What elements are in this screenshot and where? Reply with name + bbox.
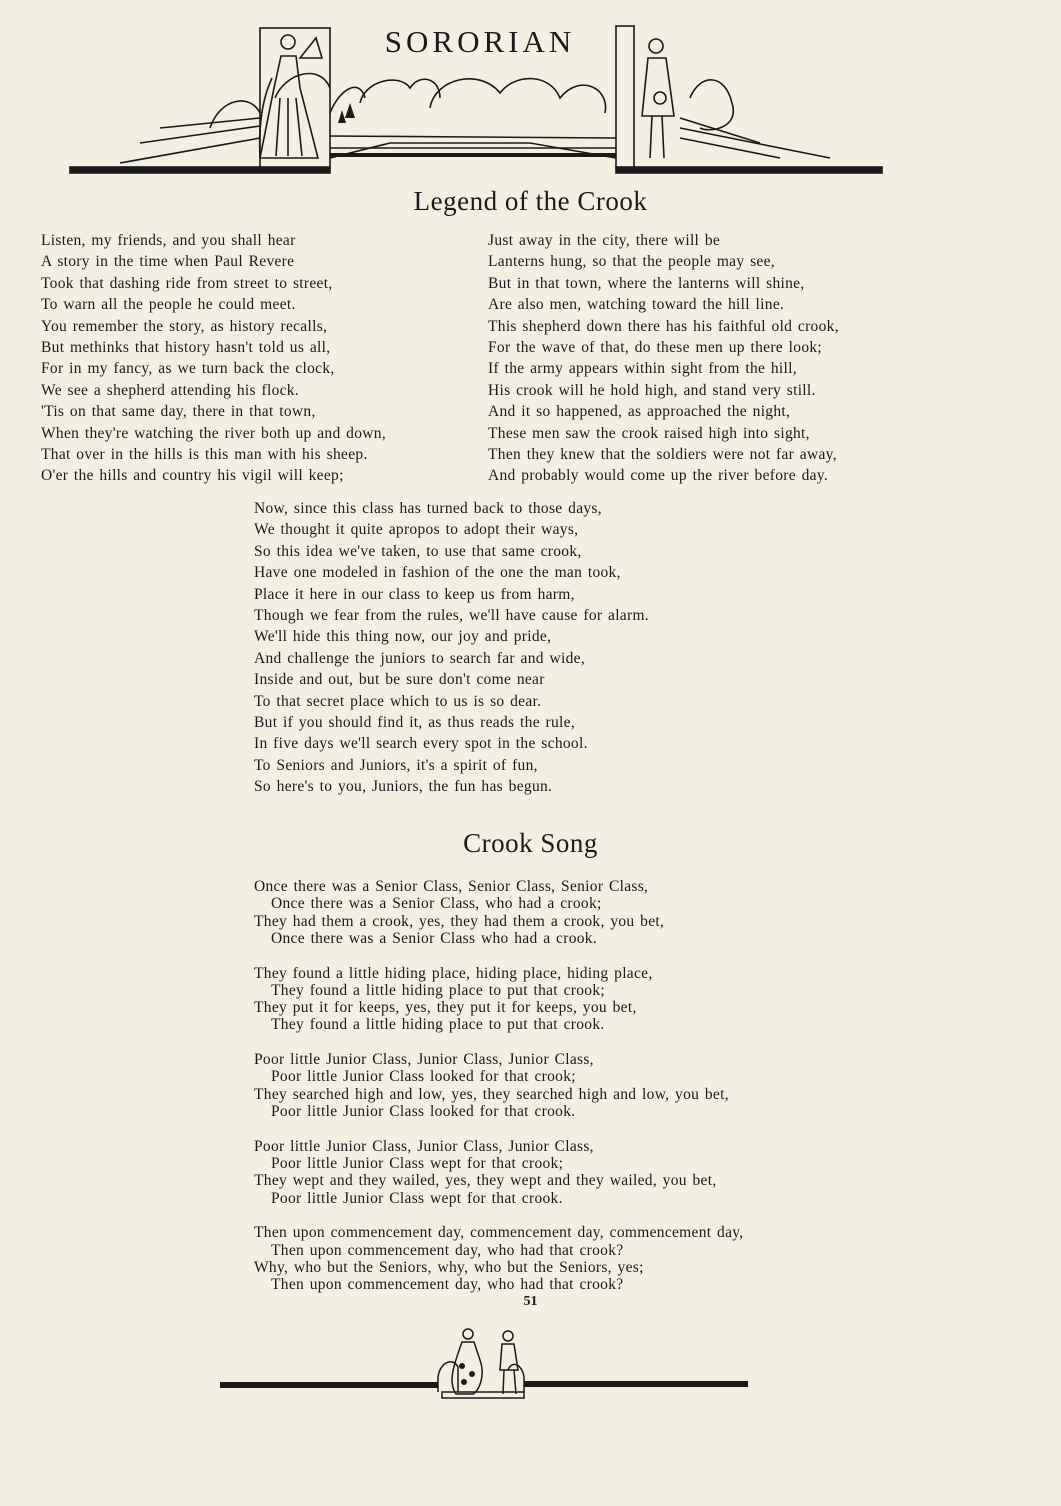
song-line: They searched high and low, yes, they searched high and low, you bet, <box>254 1085 729 1103</box>
poem-line: We'll hide this thing now, our joy and pride, <box>254 628 552 646</box>
poem-line: That over in the hills is this man with his sheep. <box>41 446 368 464</box>
poem-line: And probably would come up the river before day. <box>488 467 829 485</box>
poem-line: But in that town, where the lanterns will shine, <box>488 274 805 292</box>
song-line: Poor little Junior Class looked for that crook. <box>271 1103 576 1121</box>
legend-title: Legend of the Crook <box>413 186 648 216</box>
song-line: Then upon commencement day, who had that crook? <box>271 1241 624 1259</box>
poem-line: So here's to you, Juniors, the fun has begun. <box>254 778 553 796</box>
legend-right-column <box>488 230 839 487</box>
poem-line: 'Tis on that same day, there in that town, <box>41 403 316 421</box>
poem-line: Though we fear from the rules, we'll have cause for alarm. <box>254 607 649 625</box>
song-stanza <box>254 1224 744 1293</box>
poem-line: When they're watching the river both up and down, <box>41 424 386 442</box>
poem-line: These men saw the crook raised high into sight, <box>488 424 810 442</box>
song-line: Then upon commencement day, commencement day, commencement day, <box>254 1224 744 1242</box>
song-line: Once there was a Senior Class who had a crook. <box>271 929 598 947</box>
song-line: Poor little Junior Class looked for that crook; <box>271 1068 576 1086</box>
legend-center-column <box>254 498 649 798</box>
poem-line: Have one modeled in fashion of the one the man took, <box>254 564 621 582</box>
poem-line: Lanterns hung, so that the people may see, <box>488 253 775 271</box>
poem-line: O'er the hills and country his vigil will keep; <box>41 467 344 485</box>
page-number: 51 <box>523 1294 538 1309</box>
poem-line: To Seniors and Juniors, it's a spirit of fun, <box>254 756 538 774</box>
song-body <box>254 878 744 1311</box>
couple-vignette-illustration <box>218 1322 752 1402</box>
poem-line: But methinks that history hasn't told us all, <box>41 339 331 357</box>
poem-line: If the army appears within sight from the hill, <box>488 360 797 378</box>
song-line: Poor little Junior Class, Junior Class, Junior Class, <box>254 1051 594 1069</box>
poem-line: For the wave of that, do these men up there look; <box>488 339 823 357</box>
poem-line: For in my fancy, as we turn back the clock, <box>41 360 335 378</box>
poem-line: In five days we'll search every spot in the school. <box>254 735 588 753</box>
legend-left-column <box>41 230 386 487</box>
song-line: They put it for keeps, yes, they put it for keeps, you bet, <box>254 999 637 1017</box>
poem-line: But if you should find it, as thus reads the rule, <box>254 714 576 732</box>
song-line: Once there was a Senior Class, who had a crook; <box>271 895 602 913</box>
footer-ornament <box>218 1322 752 1402</box>
song-line: Poor little Junior Class wept for that crook. <box>271 1189 563 1207</box>
poem-line: You remember the story, as history recalls, <box>41 317 328 335</box>
poem-line: And challenge the juniors to search far and wide, <box>254 649 585 667</box>
poem-line: Took that dashing ride from street to street, <box>41 274 333 292</box>
song-line: They found a little hiding place to put that crook; <box>271 981 605 999</box>
poem-line: To warn all the people he could meet. <box>41 296 296 314</box>
poem-line: So this idea we've taken, to use that same crook, <box>254 542 582 560</box>
song-stanza <box>254 1138 744 1207</box>
song-line: Poor little Junior Class, Junior Class, Junior Class, <box>254 1137 594 1155</box>
poem-line: A story in the time when Paul Revere <box>41 253 295 271</box>
poem-line: We thought it quite apropos to adopt their ways, <box>254 521 579 539</box>
poem-line: Listen, my friends, and you shall hear <box>41 232 296 249</box>
song-stanza <box>254 1051 744 1120</box>
poem-line: Place it here in our class to keep us from harm, <box>254 585 575 603</box>
poem-line: Then they knew that the soldiers were not far away, <box>488 446 837 464</box>
poem-line: Inside and out, but be sure don't come near <box>254 671 545 689</box>
running-title: SORORIAN <box>384 24 576 59</box>
song-line: Once there was a Senior Class, Senior Class, Senior Class, <box>254 878 649 895</box>
poem-line: To that secret place which to us is so dear. <box>254 692 542 710</box>
poem-line: His crook will he hold high, and stand very still. <box>488 381 816 399</box>
poem-line: Now, since this class has turned back to those days, <box>254 500 602 517</box>
song-line: Why, who but the Seniors, why, who but the Seniors, yes; <box>254 1258 644 1276</box>
song-line: They found a little hiding place, hiding place, hiding place, <box>254 964 653 982</box>
poem-line: We see a shepherd attending his flock. <box>41 381 300 399</box>
song-line: Then upon commencement day, who had that crook? <box>271 1276 624 1294</box>
pastoral-scene-illustration <box>60 18 890 183</box>
song-line: They wept and they wailed, yes, they wept and they wailed, you bet, <box>254 1172 717 1190</box>
song-stanza <box>254 878 744 947</box>
song-line: They found a little hiding place to put that crook. <box>271 1016 605 1034</box>
poem-line: And it so happened, as approached the night, <box>488 403 791 421</box>
song-line: They had them a crook, yes, they had them a crook, you bet, <box>254 912 665 930</box>
poem-line: Are also men, watching toward the hill line. <box>488 296 785 314</box>
header-illustration <box>60 18 890 183</box>
song-stanza <box>254 965 744 1034</box>
poem-line: This shepherd down there has his faithful old crook, <box>488 317 839 335</box>
song-line: Poor little Junior Class wept for that crook; <box>271 1155 564 1173</box>
poem-line: Just away in the city, there will be <box>488 232 721 249</box>
song-title: Crook Song <box>463 828 598 858</box>
